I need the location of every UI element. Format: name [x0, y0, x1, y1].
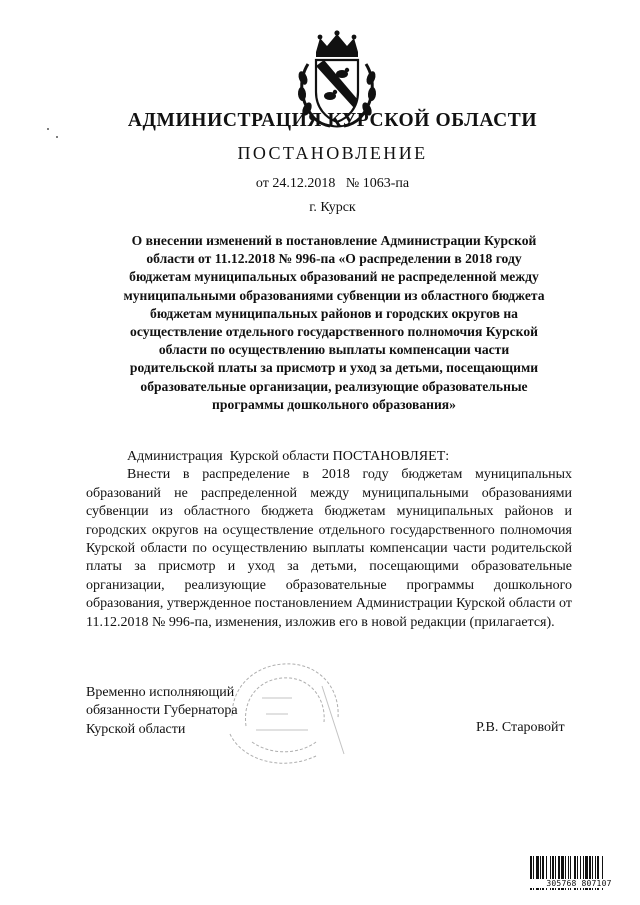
- subject-line: осуществление отдельного государственного полномочия Курской: [130, 324, 538, 340]
- position-line: Временно исполняющий: [86, 685, 235, 700]
- position-line: Курской области: [86, 721, 186, 737]
- position-line: обязанности Губернатора: [86, 703, 238, 719]
- subject-line: О внесении изменений в постановление Администрации Курской: [131, 233, 537, 248]
- subject-line: образовательные организации, реализующие образовательные: [140, 378, 528, 394]
- body-paragraph: Внести в распределение в 2018 году бюджетам муниципальных образований не распределенной между муниципальными образованиями субвенции из областного бюджета бюджетам муниципальных районов и городских округов на осуществление отдельного государственного полномочия Курской области по осуществлению выплаты компенсации части родительской платы за присмотр и уход за детьми, посещающими образовательные организации, реализующие образовательные программы дошкольного образования, утвержденное постановлением Администрации Курской области от 11.12.2018 № 996-па, изменения, изложив его в новой редакции (прилагается).: [86, 467, 572, 630]
- barcode-number: 305768 807107: [527, 879, 631, 888]
- scan-speck: [56, 136, 58, 138]
- body-lead: Администрация Курской области ПОСТАНОВЛЯЕТ:: [127, 449, 450, 464]
- document-body: [86, 448, 572, 632]
- subject-line: муниципальными образованиями субвенции из областного бюджета: [123, 287, 545, 303]
- scan-speck: [47, 128, 49, 130]
- signatory-position: [86, 684, 238, 739]
- subject-line: программы дошкольного образования»: [212, 396, 456, 412]
- subject-line: области по осуществлению выплаты компенсации части: [158, 342, 510, 358]
- subject-line: бюджетам муниципальных образований не распределенной между: [129, 269, 539, 285]
- document-subject: [84, 232, 584, 414]
- signatory-name: Р.В. Старовойт: [476, 720, 565, 735]
- document-date-number: от 24.12.2018 № 1063-па: [255, 176, 410, 191]
- document-type: ПОСТАНОВЛЕНИЕ: [237, 143, 428, 163]
- document-city: г. Курск: [309, 200, 356, 215]
- organization-title: АДМИНИСТРАЦИЯ КУРСКОЙ ОБЛАСТИ: [127, 110, 538, 131]
- subject-line: области от 11.12.2018 № 996-па «О распределении в 2018 году: [146, 251, 522, 267]
- subject-line: родительской платы за присмотр и уход за детьми, посещающими: [129, 360, 539, 376]
- subject-line: бюджетам муниципальных районов и городских округов на: [150, 305, 518, 321]
